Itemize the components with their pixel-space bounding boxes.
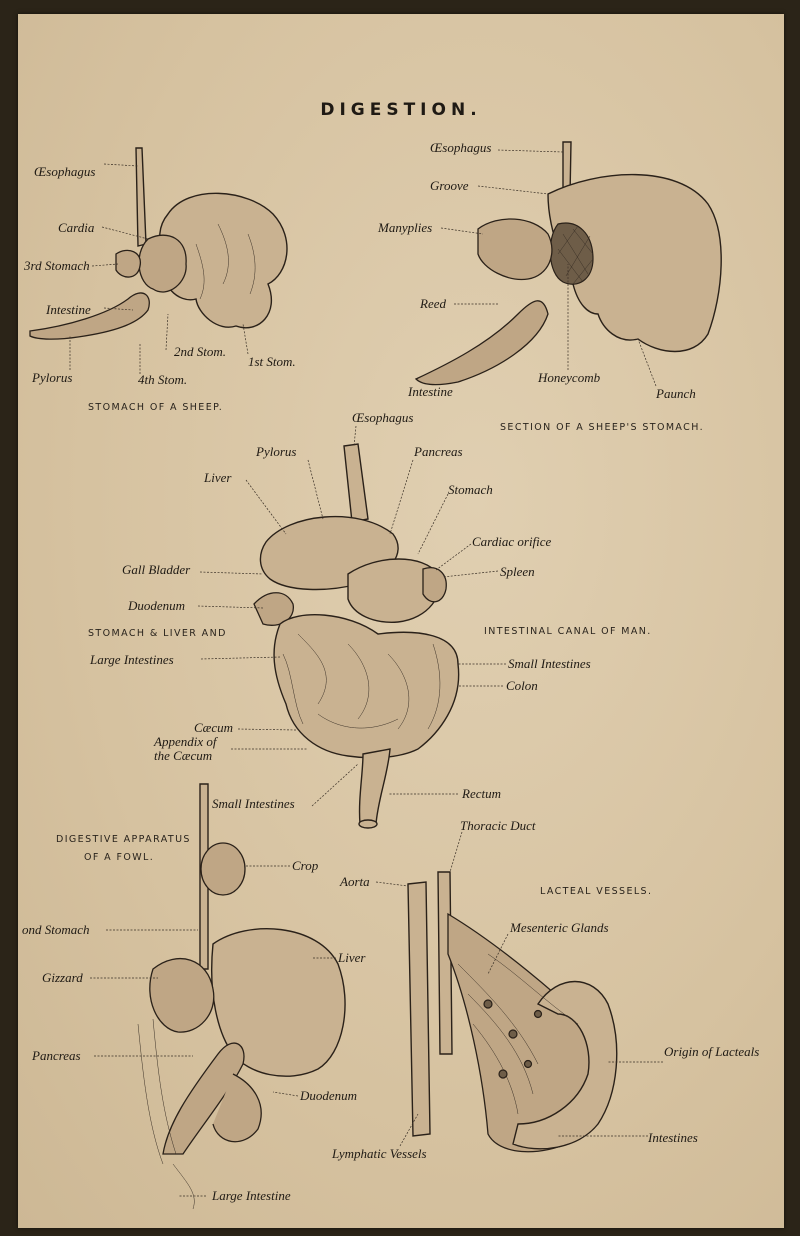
engraving-sheet xyxy=(18,14,784,1228)
label-man-large-intestines: Large Intestines xyxy=(90,652,174,667)
label-man-cardiac-orifice: Cardiac orifice xyxy=(472,534,552,549)
label-lacteal-origin-of-lacteals: Origin of Lacteals xyxy=(664,1044,760,1059)
label-man-small-intestines-right: Small Intestines xyxy=(508,656,591,671)
label-section-intestine: Intestine xyxy=(408,384,453,399)
label-man-gall-bladder: Gall Bladder xyxy=(122,562,191,577)
caption-fowl-line1: DIGESTIVE APPARATUS xyxy=(56,834,191,845)
label-man-small-intestines-bottom: Small Intestines xyxy=(212,796,295,811)
label-section-groove: Groove xyxy=(430,178,469,193)
label-sheep-second-stom: 2nd Stom. xyxy=(174,344,226,359)
label-man-stomach: Stomach xyxy=(448,482,493,497)
page-title: DIGESTION. xyxy=(320,100,482,120)
label-lacteal-mesenteric-glands: Mesenteric Glands xyxy=(510,920,609,935)
human-digestive-illustration xyxy=(254,444,459,828)
label-sheep-third-stomach: 3rd Stomach xyxy=(24,258,90,273)
label-fowl-gizzard: Gizzard xyxy=(42,970,83,985)
caption-man-left: STOMACH & LIVER AND xyxy=(88,628,227,639)
label-fowl-large-intestine: Large Intestine xyxy=(212,1188,291,1203)
label-lacteal-lymphatic-vessels: Lymphatic Vessels xyxy=(332,1146,427,1161)
label-section-manyplies: Manyplies xyxy=(378,220,433,235)
label-man-colon: Colon xyxy=(506,678,538,693)
label-sheep-first-stom: 1st Stom. xyxy=(248,354,296,369)
label-section-paunch: Paunch xyxy=(656,386,696,401)
label-fowl-duodenum: Duodenum xyxy=(300,1088,358,1103)
label-man-rectum: Rectum xyxy=(462,786,501,801)
lacteal-vessels-illustration xyxy=(408,872,617,1152)
caption-fowl-line2: OF A FOWL. xyxy=(84,852,155,863)
label-section-honeycomb: Honeycomb xyxy=(538,370,601,385)
label-fowl-second-stomach: ond Stomach xyxy=(22,922,90,937)
label-sheep-pylorus: Pylorus xyxy=(32,370,73,385)
label-man-caecum: Cæcum xyxy=(194,720,233,735)
label-lacteal-aorta: Aorta xyxy=(340,874,370,889)
label-man-duodenum: Duodenum xyxy=(128,598,186,613)
label-sheep-oesophagus: Œsophagus xyxy=(34,164,96,179)
label-lacteal-thoracic-duct: Thoracic Duct xyxy=(460,818,536,833)
fowl-digestive-illustration xyxy=(138,784,345,1209)
label-man-spleen: Spleen xyxy=(500,564,535,579)
label-fowl-crop: Crop xyxy=(292,858,319,873)
label-fowl-pancreas: Pancreas xyxy=(32,1048,81,1063)
label-man-pylorus: Pylorus xyxy=(256,444,297,459)
label-sheep-intestine: Intestine xyxy=(46,302,91,317)
label-man-oesophagus: Œsophagus xyxy=(352,410,414,425)
label-man-appendix-line1: Appendix of xyxy=(154,734,217,749)
label-man-pancreas: Pancreas xyxy=(414,444,463,459)
label-section-reed: Reed xyxy=(420,296,446,311)
label-lacteal-intestines: Intestines xyxy=(648,1130,698,1145)
label-man-liver: Liver xyxy=(204,470,232,485)
caption-man-right: INTESTINAL CANAL OF MAN. xyxy=(484,626,652,637)
label-sheep-cardia: Cardia xyxy=(58,220,95,235)
label-section-oesophagus: Œsophagus xyxy=(430,140,492,155)
label-sheep-fourth-stom: 4th Stom. xyxy=(138,372,188,387)
caption-lacteal-vessels: LACTEAL VESSELS. xyxy=(540,886,653,897)
caption-sheep-stomach: STOMACH OF A SHEEP. xyxy=(88,402,224,413)
caption-section-sheep-stomach: SECTION OF A SHEEP'S STOMACH. xyxy=(500,422,704,433)
label-man-appendix-line2: the Cæcum xyxy=(154,748,213,763)
label-fowl-liver: Liver xyxy=(338,950,366,965)
